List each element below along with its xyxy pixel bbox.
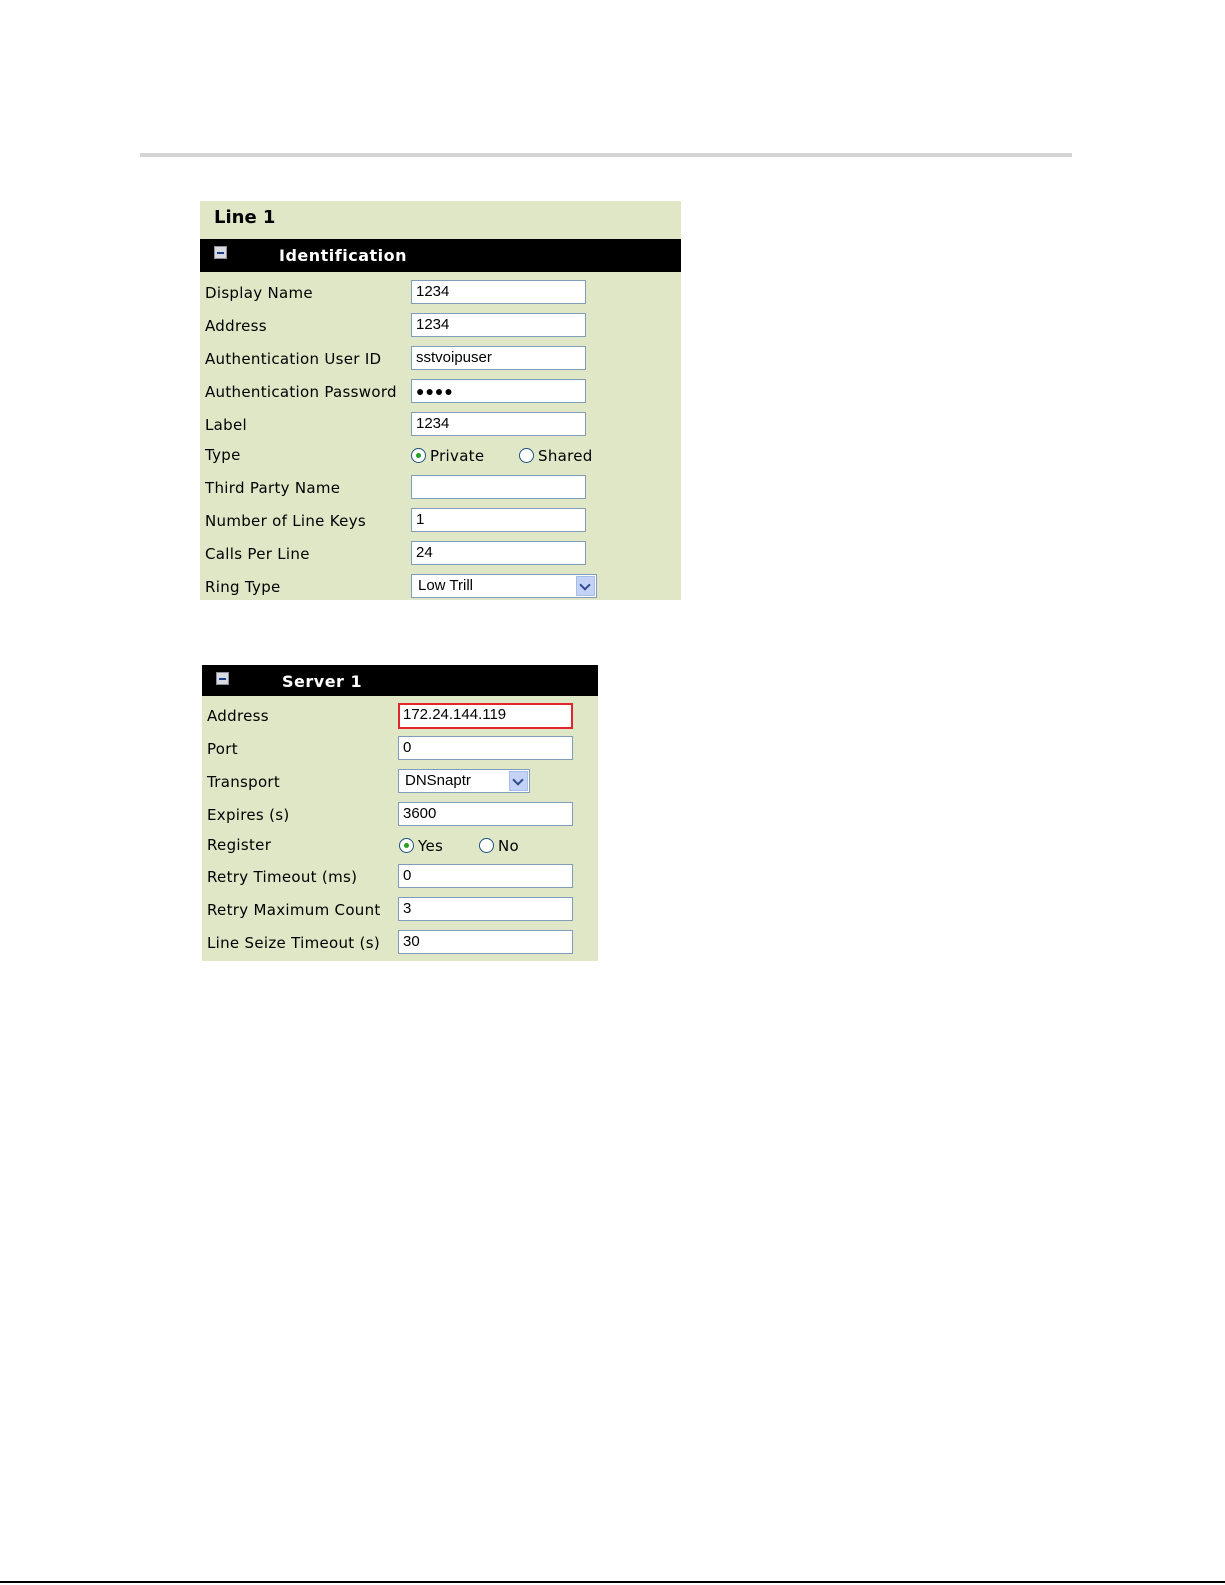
row-auth-user-id xyxy=(200,342,681,375)
address-field[interactable]: 1234 xyxy=(411,313,586,337)
register-yes-radio[interactable]: Yes xyxy=(399,837,443,855)
row-label xyxy=(200,408,681,441)
row-expires xyxy=(202,798,598,831)
type-private-radio[interactable]: Private xyxy=(411,447,484,465)
row-third-party-name xyxy=(200,471,681,504)
ring-type-select[interactable]: Low Trill xyxy=(411,574,597,598)
server-panel xyxy=(202,665,598,961)
display-name-field[interactable]: 1234 xyxy=(411,280,586,304)
label-field[interactable]: 1234 xyxy=(411,412,586,436)
retry-timeout-label: Retry Timeout (ms) xyxy=(207,868,358,886)
third-party-name-field[interactable] xyxy=(411,475,586,499)
row-retry-max-count xyxy=(202,893,598,926)
line-keys-field[interactable]: 1 xyxy=(411,508,586,532)
ring-type-label: Ring Type xyxy=(205,578,281,596)
collapse-icon[interactable] xyxy=(214,246,227,259)
chevron-down-icon[interactable] xyxy=(576,576,595,596)
expires-label: Expires (s) xyxy=(207,806,290,824)
calls-per-line-label: Calls Per Line xyxy=(205,545,310,563)
port-label: Port xyxy=(207,740,238,758)
row-display-name xyxy=(200,276,681,309)
line-panel xyxy=(200,201,681,600)
address-label: Address xyxy=(205,317,267,335)
radio-unselected-icon xyxy=(479,838,494,853)
port-field[interactable]: 0 xyxy=(398,736,573,760)
transport-select[interactable]: DNSnaptr xyxy=(398,769,530,793)
label-label: Label xyxy=(205,416,247,434)
row-line-keys xyxy=(200,504,681,537)
row-retry-timeout xyxy=(202,860,598,893)
section-title: Server 1 xyxy=(282,672,363,691)
register-label: Register xyxy=(207,836,272,854)
line-keys-label: Number of Line Keys xyxy=(205,512,366,530)
auth-password-label: Authentication Password xyxy=(205,383,397,401)
retry-max-count-label: Retry Maximum Count xyxy=(207,901,381,919)
auth-password-field[interactable]: ●●●● xyxy=(411,379,586,403)
collapse-icon[interactable] xyxy=(216,672,229,685)
type-shared-radio[interactable]: Shared xyxy=(519,447,593,465)
retry-timeout-field[interactable]: 0 xyxy=(398,864,573,888)
server-address-field[interactable]: 172.24.144.119 xyxy=(398,703,573,729)
row-port xyxy=(202,732,598,765)
row-type xyxy=(200,441,681,474)
row-calls-per-line xyxy=(200,537,681,570)
identification-header[interactable] xyxy=(200,239,681,272)
row-auth-password xyxy=(200,375,681,408)
server-address-label: Address xyxy=(207,707,269,725)
server-header[interactable] xyxy=(202,665,598,696)
line-seize-timeout-field[interactable]: 30 xyxy=(398,930,573,954)
register-no-radio[interactable]: No xyxy=(479,837,519,855)
panel-title: Line 1 xyxy=(214,207,276,228)
row-line-seize-timeout xyxy=(202,926,598,959)
expires-field[interactable]: 3600 xyxy=(398,802,573,826)
row-transport xyxy=(202,765,598,798)
radio-selected-icon xyxy=(411,448,426,463)
retry-max-count-field[interactable]: 3 xyxy=(398,897,573,921)
row-address xyxy=(200,309,681,342)
row-ring-type xyxy=(200,570,681,603)
chevron-down-icon[interactable] xyxy=(509,771,528,791)
type-label: Type xyxy=(205,446,241,464)
top-divider xyxy=(140,153,1072,157)
section-title: Identification xyxy=(279,246,408,265)
line-seize-timeout-label: Line Seize Timeout (s) xyxy=(207,934,380,952)
auth-user-id-label: Authentication User ID xyxy=(205,350,382,368)
radio-selected-icon xyxy=(399,838,414,853)
row-server-address xyxy=(202,699,598,732)
bottom-divider xyxy=(0,1581,1225,1583)
auth-user-id-field[interactable]: sstvoipuser xyxy=(411,346,586,370)
display-name-label: Display Name xyxy=(205,284,313,302)
radio-unselected-icon xyxy=(519,448,534,463)
third-party-name-label: Third Party Name xyxy=(205,479,341,497)
calls-per-line-field[interactable]: 24 xyxy=(411,541,586,565)
transport-label: Transport xyxy=(207,773,281,791)
